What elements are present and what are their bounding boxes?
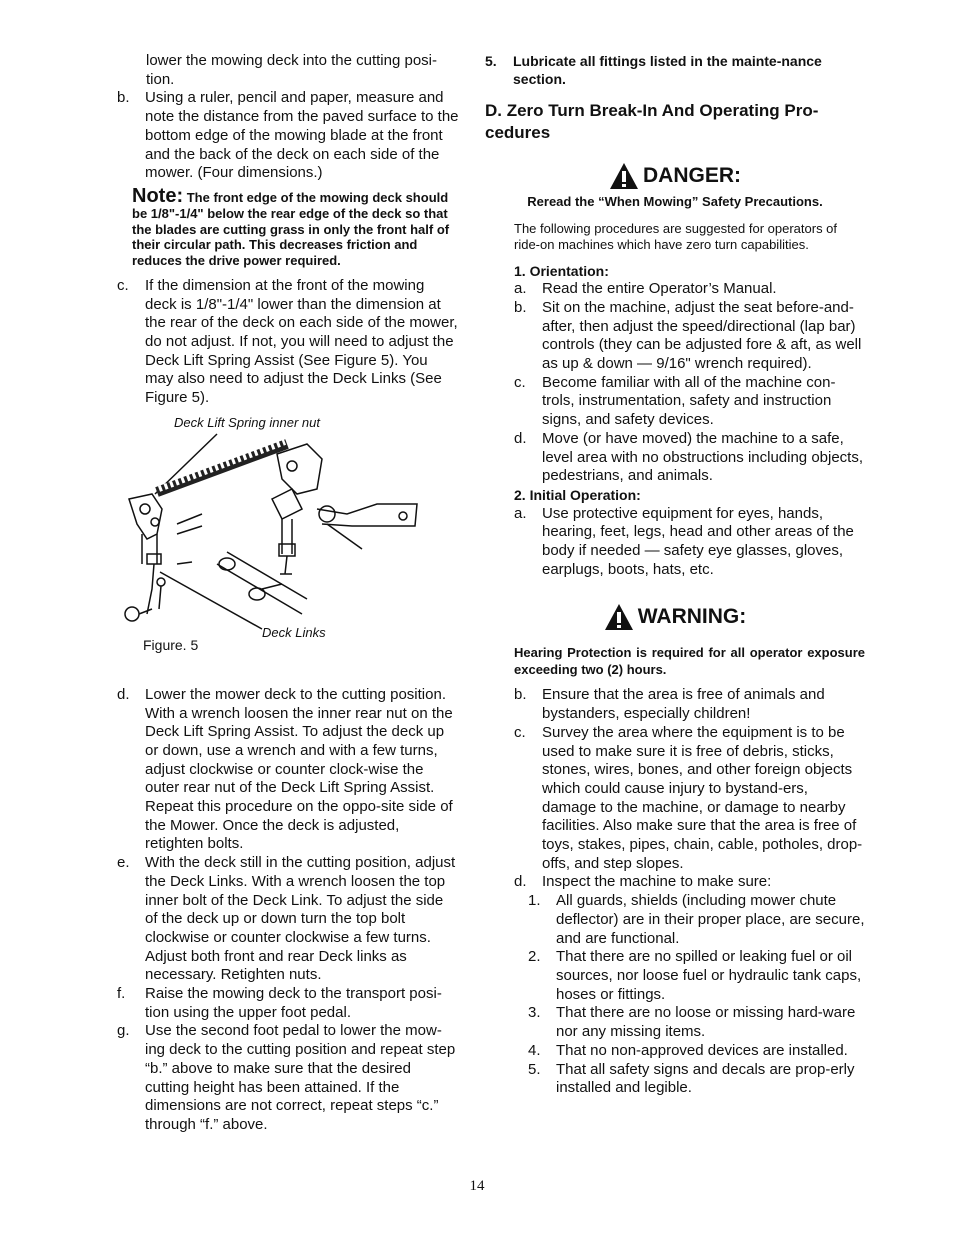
note-block	[132, 184, 459, 269]
step-label: c.	[514, 723, 526, 741]
step-5	[485, 52, 865, 88]
warning-triangle-icon	[609, 162, 639, 190]
warning-label: WARNING:	[637, 605, 747, 629]
note-text: The front edge of the mowing deck should be 1/8"-1/4" below the rear edge of the deck so that the blades are cutting grass in only the front half of their circular path. This decreases friction and reduces the drive power required.	[132, 189, 450, 269]
danger-label: DANGER:	[643, 163, 741, 187]
step-text: That no non-approved devices are installed.	[556, 1041, 848, 1059]
step-label: c.	[117, 276, 129, 294]
step-text: Read the entire Operator’s Manual.	[542, 280, 777, 298]
orientation-item-d	[514, 430, 865, 486]
step-text: Use protective equipment for eyes, hands, hearing, feet, legs, head and other areas of the body if needed — safety eye glasses, gloves, earplugs, boots, hats, etc.	[542, 504, 854, 578]
step-label: b.	[514, 298, 527, 316]
inspect-item-3	[528, 1004, 865, 1041]
left-bracket	[129, 494, 162, 539]
step-label: 1.	[528, 892, 541, 910]
orientation-list	[514, 280, 865, 486]
inspect-item-1	[528, 892, 865, 948]
step-label: 3.	[528, 1004, 541, 1022]
section-heading: D. Zero Turn Break-In And Operating Pro-cedures	[485, 101, 819, 142]
intro-continuation: lower the mowing deck into the cutting posi-tion.	[146, 52, 437, 88]
initial-item-a	[514, 505, 865, 580]
tube	[217, 552, 307, 614]
step-text: Using a ruler, pencil and paper, measure and note the distance from the paved surface to the bottom edge of the mowing blade at the front and the back of the deck on each side of the mower. (Four dimensions.)	[145, 89, 459, 182]
step-text: All guards, shields (including mower chute deflector) are in their proper place, are secure, and are functional.	[556, 892, 865, 947]
step-label: b.	[117, 89, 130, 107]
step-text: Become familiar with all of the machine con-trols, instrumentation, safety and instruction signs, and safety devices.	[542, 373, 836, 429]
orientation-heading: 1. Orientation:	[514, 262, 609, 279]
step-text: That there are no loose or missing hard-ware nor any missing items.	[556, 1004, 856, 1041]
step-label: 2.	[528, 948, 541, 966]
orientation-item-b	[514, 299, 865, 374]
warning-title	[485, 603, 865, 631]
right-bracket	[277, 444, 322, 494]
right-column	[485, 52, 865, 1098]
step-text: Move (or have moved) the machine to a safe, level area with no obstructions including objects, pedestrians, and animals.	[542, 429, 864, 485]
step-text: That all safety signs and decals are prop-erly installed and legible.	[556, 1060, 855, 1097]
callout-deck-lift-spring-inner-nut: Deck Lift Spring inner nut	[174, 414, 320, 430]
step-label: g.	[117, 1022, 130, 1040]
spring-coils	[159, 442, 285, 489]
figure-5	[117, 414, 459, 680]
figure-caption: Figure. 5	[143, 636, 199, 653]
danger-subtitle: Reread the “When Mowing” Safety Precautions.	[527, 194, 823, 209]
step-text: Lower the mower deck to the cutting position. With a wrench loosen the inner rear nut on the Deck Lift Spring Assist. To adjust the deck up or down, use a wrench and with a few turns, adjust clockwise or counter clock-wise the outer rear nut of the Deck Lift Spring Assist. Repeat this procedure on the oppo-site side of the Mower. Once the deck is adjusted, retighten bolts.	[145, 685, 453, 853]
step-text: Lubricate all fittings listed in the mainte-nance section.	[513, 53, 822, 87]
step-label: 4.	[528, 1041, 541, 1059]
step-c	[117, 277, 459, 408]
step-text: With the deck still in the cutting position, adjust the Deck Links. With a wrench loosen the top inner bolt of the Deck Link. To adjust the side of the deck up or down turn the top bolt clockwise or counter clockwise a few turns. Adjust both front and rear Deck links as necessary. Retighten nuts.	[145, 854, 456, 984]
step-text: Sit on the machine, adjust the seat before-and-after, then adjust the speed/directional (lap bar) controls (they can be adjusted fore & aft, as well as up & down — 9/16" wrench required).	[542, 298, 862, 373]
initial-operation-heading: 2. Initial Operation:	[514, 486, 641, 503]
step-label: a.	[514, 280, 527, 298]
step-label: f.	[117, 985, 126, 1003]
orientation-item-c	[514, 374, 865, 430]
inspect-list	[528, 892, 865, 1098]
initial-operation-list-continued	[514, 686, 865, 1097]
step-text: Raise the mowing deck to the transport posi-tion using the upper foot pedal.	[145, 985, 442, 1021]
initial-operation-list	[514, 505, 865, 580]
callout-line-bottom	[160, 572, 262, 629]
step-label: 5.	[485, 53, 497, 69]
step-e	[117, 854, 459, 985]
orientation-item-a	[514, 280, 865, 299]
left-handle	[125, 607, 139, 621]
step-label: d.	[514, 873, 527, 891]
warning-triangle-icon	[604, 603, 634, 631]
step-label: b.	[514, 686, 527, 704]
note-label: Note:	[132, 184, 184, 207]
warning-text: Hearing Protection is required for all operator exposure exceeding two (2) hours.	[514, 645, 865, 677]
inspect-item-2	[528, 948, 865, 1004]
page-number: 14	[469, 1178, 485, 1194]
left-column	[117, 52, 459, 1135]
step-g	[117, 1022, 459, 1134]
step-label: a.	[514, 504, 527, 522]
step-b	[117, 89, 459, 183]
inspect-item-4	[528, 1042, 865, 1061]
step-label: c.	[514, 373, 526, 391]
step-text: If the dimension at the front of the mowing deck is 1/8"-1/4" lower than the dimension at the rear of the deck on each side of the mower, do not adjust. If not, you will need to adjust the Deck Lift Spring Assist (See Figure 5). You may also need to adjust the Deck Links (See Figure 5).	[145, 276, 458, 407]
danger-title	[485, 162, 865, 190]
initial-item-b	[514, 686, 865, 723]
step-d	[117, 686, 459, 854]
initial-item-c	[514, 724, 865, 874]
danger-body: The following procedures are suggested for operators of ride-on machines which have zero turn capabilities.	[514, 220, 838, 252]
step-f	[117, 985, 459, 1022]
initial-item-d	[514, 873, 865, 892]
step-label: d.	[117, 685, 130, 703]
step-text: Use the second foot pedal to lower the mow-ing deck to the cutting position and repeat step “b.” above to make sure that the desired cutting height has been attained. If the dimensions are not correct, repeat steps “c.” through “f.” above.	[145, 1022, 456, 1133]
inspect-item-5	[528, 1061, 865, 1098]
callout-deck-links: Deck Links	[262, 624, 326, 640]
step-label: d.	[514, 429, 527, 447]
step-text: That there are no spilled or leaking fuel or oil sources, nor loose fuel or hydraulic tank caps, hoses or fittings.	[556, 948, 862, 1003]
step-text: Inspect the machine to make sure:	[542, 873, 772, 891]
step-label: e.	[117, 854, 130, 872]
step-label: 5.	[528, 1060, 541, 1078]
step-text: Ensure that the area is free of animals and bystanders, especially children!	[542, 686, 825, 723]
step-text: Survey the area where the equipment is to be used to make sure it is free of debris, sticks, stones, wires, bones, and other foreign objects which could cause injury to bystand-ers, damage to the machine, or damage to nearby facilities. Also make sure that the area is free of toys, stakes, pipes, chain, cable, potholes, drop-offs, and step slopes.	[542, 723, 863, 872]
